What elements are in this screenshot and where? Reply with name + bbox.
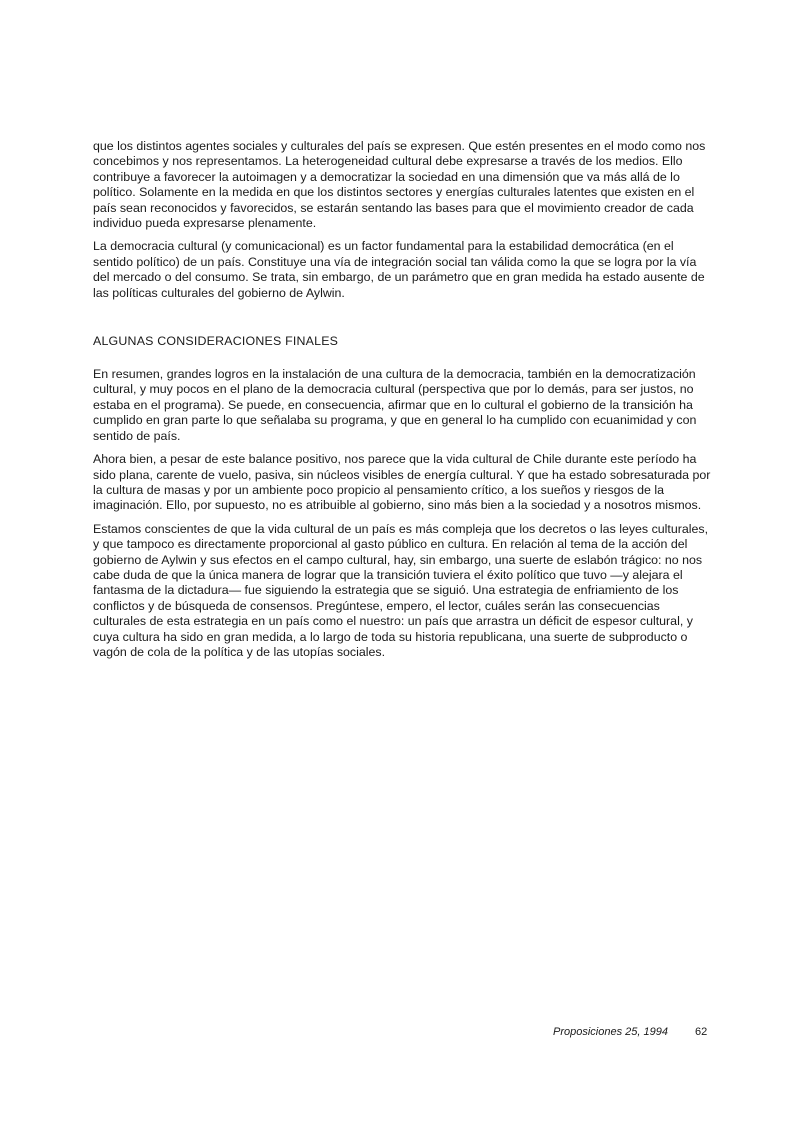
section-heading: ALGUNAS CONSIDERACIONES FINALES <box>93 334 339 349</box>
body-paragraph-4: Ahora bien, a pesar de este balance positivo, nos parece que la vida cultural de Chile durante este período ha sido plana, carente de vuelo, pasiva, sin núcleos visibles de energía cultural. Y que ha estado sobresaturada por la cultura de masas y por un ambiente poco propicio al pensamiento crítico, a los sueños y riesgos de la imaginación. Ello, por supuesto, no es atribuible al gobierno, sino más bien a la sociedad y a nosotros mismos. <box>93 452 711 513</box>
journal-citation: Proposiciones 25, 1994 <box>553 1026 668 1038</box>
body-paragraph-5: Estamos conscientes de que la vida cultural de un país es más compleja que los decretos o las leyes culturales, y que tampoco es directamente proporcional al gasto público en cultura. En relación al tema de la acción del gobierno de Aylwin y sus efectos en el campo cultural, hay, sin embargo, una suerte de eslabón trágico: no nos cabe duda de que la única manera de lograr que la transición tuviera el éxito político que tuvo —y alejara el fantasma de la dictadura— fue siguiendo la estrategia que se siguió. Una estrategia de enfriamiento de los conflictos y de búsqueda de consensos. Pregúntese, empero, el lector, cuáles serán las consecuencias culturales de esta estrategia en un país como el nuestro: un país que arrastra un déficit de espesor cultural, y cuya cultura ha sido en gran medida, a lo largo de toda su historia republicana, una suerte de subproducto o vagón de cola de la política y de las utopías sociales. <box>93 521 709 659</box>
page-body <box>93 139 711 668</box>
body-paragraph-1: que los distintos agentes sociales y culturales del país se expresen. Que estén presentes en el modo como nos concebimos y nos representamos. La heterogeneidad cultural debe expresarse a través de los medios. Ello contribuye a favorecer la autoimagen y a democratizar la sociedad en una dimensión que va más allá de lo político. Solamente en la medida en que los distintos sectores y energías culturales latentes que existen en el país sean reconocidos y favorecidos, se estarán sentando las bases para que el movimiento creador de cada individuo pueda expresarse plenamente. <box>93 139 706 231</box>
body-paragraph-3: En resumen, grandes logros en la instalación de una cultura de la democracia, también en la democratización cultural, y muy pocos en el plano de la democracia cultural (perspectiva que por lo demás, para ser justos, no estaba en el programa). Se puede, en consecuencia, afirmar que en lo cultural el gobierno de la transición ha cumplido en gran parte lo que señalaba su programa, y que en general lo ha cumplido con ecuanimidad y con sentido de país. <box>93 367 697 443</box>
page-number: 62 <box>695 1026 708 1038</box>
body-paragraph-2: La democracia cultural (y comunicacional) es un factor fundamental para la estabilidad democrática (en el sentido político) de un país. Constituye una vía de integración social tan válida como la que se logra por la vía del mercado o del consumo. Se trata, sin embargo, de un parámetro que en gran medida ha estado ausente de las políticas culturales del gobierno de Aylwin. <box>93 239 705 300</box>
